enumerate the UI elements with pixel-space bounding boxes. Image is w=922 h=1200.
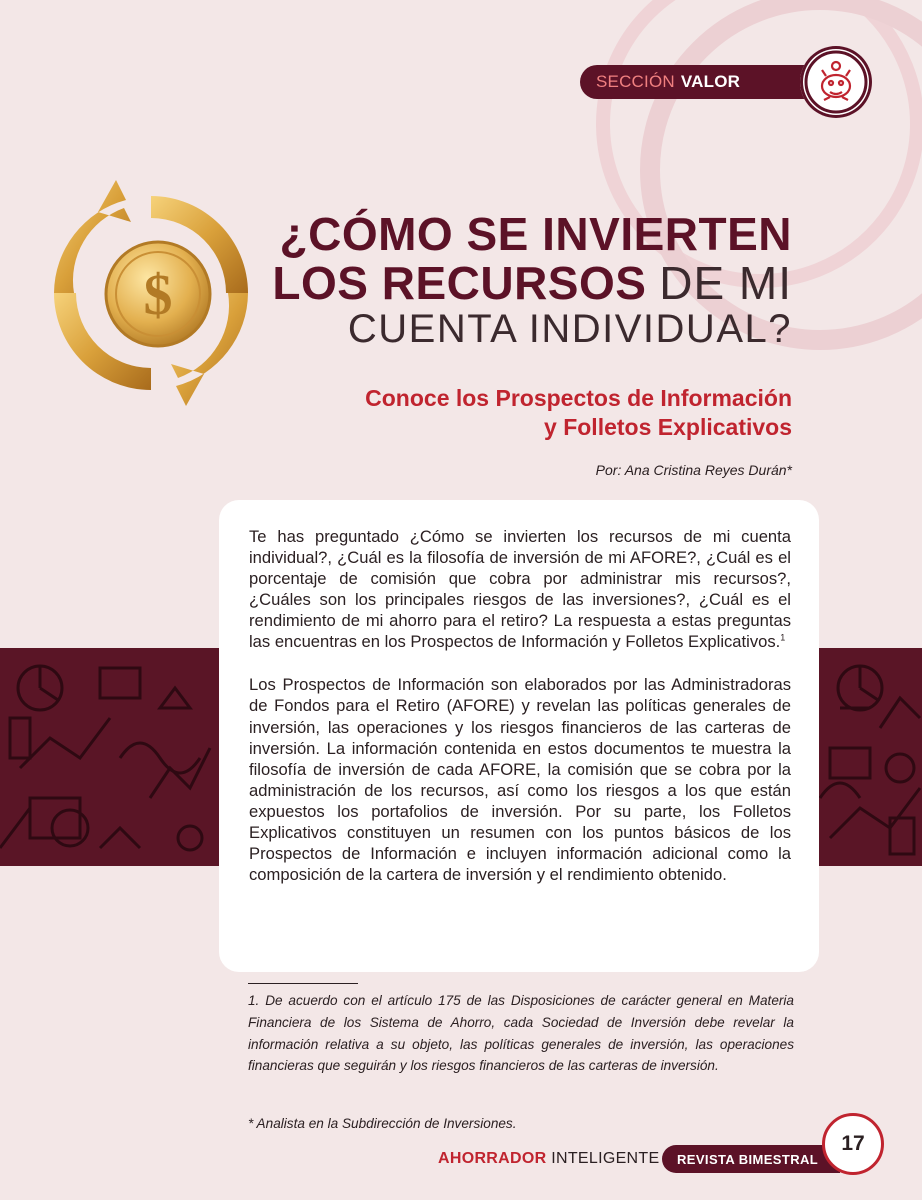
footnote-ref: 1 <box>780 632 786 643</box>
author-byline: Por: Ana Cristina Reyes Durán* <box>595 462 792 478</box>
subtitle-line-1: Conoce los Prospectos de Información <box>365 385 792 411</box>
page-title <box>272 210 792 350</box>
body-paragraph-1: Te has preguntado ¿Cómo se invierten los recursos de mi cuenta individual?, ¿Cuál es la filosofía de inversión de mi AFORE?, ¿Cuál es el porcentaje de comisión que cobra por administrar mis recursos?, ¿Cuáles son los principales riesgos de las inversiones?, ¿Cuál es el rendimiento de mi ahorro para el retiro? La respuesta a estas preguntas las encuentras en los Prospectos de Información y Folletos Explicativos.$^1$ <box>249 527 791 652</box>
coin-symbol: $ <box>143 262 173 327</box>
piggy-bank-icon <box>800 46 872 118</box>
body-paragraph-2: Los Prospectos de Información son elaborados por las Administradoras de Fondos para el Retiro (AFORE) y revelan las políticas generales de inversión, las operaciones y los riesgos financieros de las carteras de inversión. La información contenida en estos documentos te muestra la filosofía de inversión de cada AFORE, la comisión que se cobra por la administración de los recursos, así como los riesgos a los que están expuestos los portafolios de inversión. Por su parte, los Folletos Explicativos constituyen un resumen con los puntos básicos de los Prospectos de Información e incluyen información adicional como la composición de la cartera de inversión y el rendimiento obtenido. <box>249 675 791 884</box>
title-line-2-bold: LOS RECURSOS <box>272 256 647 309</box>
footnote-divider <box>248 983 358 984</box>
page-number: 17 <box>822 1113 884 1175</box>
coin-cycle-icon <box>36 178 266 413</box>
revista-label: REVISTA BIMESTRAL <box>662 1145 840 1173</box>
footnote: 1. De acuerdo con el artículo 175 de las Disposiciones de carácter general en Materia Financiera de los Sistema de Ahorro, cada Sociedad de Inversión debe revelar la información relativa a su objeto, las políticas generales de inversión, las operaciones financieras que seguirán y los riesgos financieros de las carteras de inversión. <box>248 993 794 1074</box>
section-label <box>580 65 830 99</box>
section-label-part1: SECCIÓN <box>596 72 675 91</box>
analyst-note: * Analista en la Subdirección de Inversiones. <box>248 1116 517 1131</box>
title-line-2-light: DE MI <box>659 256 792 309</box>
subtitle <box>365 384 792 443</box>
brand-part-2: INTELIGENTE <box>551 1150 660 1167</box>
subtitle-line-2: y Folletos Explicativos <box>544 414 792 441</box>
brand-part-1: AHORRADOR <box>438 1150 547 1167</box>
section-label-part2: VALOR <box>680 72 741 91</box>
title-line-1: ¿CÓMO SE INVIERTEN <box>279 208 792 260</box>
magazine-brand <box>438 1150 659 1168</box>
title-line-3: CUENTA INDIVIDUAL? <box>347 306 792 351</box>
article-body-card <box>219 500 819 972</box>
